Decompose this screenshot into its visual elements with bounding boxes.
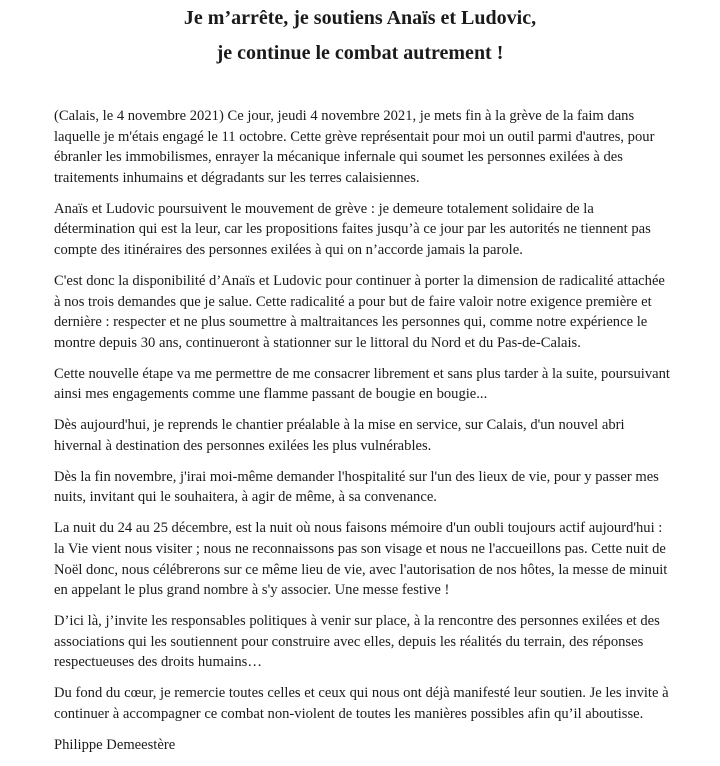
paragraph: (Calais, le 4 novembre 2021) Ce jour, jeudi 4 novembre 2021, je mets fin à la grève de la faim dans laquelle je m'étais engagé le 11 octobre. Cette grève représentait pour moi un outil parmi d'autres, pour ébranler les immobilismes, enrayer la mécanique infernale qui soumet les personnes exilées à des traitements inhumains et dégradants sur les terres calaisiennes.: [54, 108, 655, 186]
paragraph: D’ici là, j’invite les responsables politiques à venir sur place, à la rencontre des personnes exilées et des associations qui les soutiennent pour construire avec elles, depuis les réalités du terrain, des réponses respectueuses des droits humains…: [54, 613, 660, 671]
paragraph: Du fond du cœur, je remercie toutes celles et ceux qui nous ont déjà manifesté leur soutien. Je les invite à continuer à accompagner ce combat non-violent de toutes les manières possibles afin qu’il aboutisse.: [54, 685, 669, 722]
paragraph: La nuit du 24 au 25 décembre, est la nuit où nous faisons mémoire d'un oubli toujours actif aujourd'hui : la Vie vient nous visiter ; nous ne reconnaissons pas son visage et nous ne l'accueillons pas. Cette nuit de Noël donc, nous célébrerons sur ce même lieu de vie, avec l'autorisation de nos hôtes, la messe de minuit en appelant le plus grand nombre à s'y associer. Une messe festive !: [54, 520, 668, 599]
signature: Philippe Demeestère: [54, 736, 176, 753]
paragraph: Dès la fin novembre, j'irai moi-même demander l'hospitalité sur l'un des lieux de vie, pour y passer mes nuits, invitant qui le souhaitera, à agir de même, à sa convenance.: [54, 468, 659, 506]
paragraph: C'est donc la disponibilité d’Anaïs et Ludovic pour continuer à porter la dimension de radicalité attachée à nos trois demandes que je salue. Cette radicalité a pour but de faire valoir notre exigence première et dernière : respecter et ne plus soumettre à maltraitances les personnes qui, comme notre expérience le montre depuis 30 ans, continueront à stationner sur le littoral du Nord et du Pas-de-Calais.: [54, 272, 665, 351]
paragraph: Dès aujourd'hui, je reprends le chantier préalable à la mise en service, sur Calais, d'un nouvel abri hivernal à destination des personnes exilées les plus vulnérables.: [54, 417, 625, 454]
document-body: [54, 106, 674, 766]
paragraph: Cette nouvelle étape va me permettre de me consacrer librement et sans plus tarder à la suite, poursuivant ainsi mes engagements comme une flamme passant de bougie en bougie...: [54, 365, 670, 403]
paragraph: Anaïs et Ludovic poursuivent le mouvement de grève : je demeure totalement solidaire de la détermination qui est la leur, car les propositions faites jusqu’à ce jour par les autorités ne tiennent pas compte des itinéraires des personnes exilées à qui on n’accorde jamais la parole.: [54, 200, 651, 258]
title-line-1: Je m’arrête, je soutiens Anaïs et Ludovic,: [183, 7, 537, 29]
title-line-2: je continue le combat autrement !: [216, 42, 504, 64]
